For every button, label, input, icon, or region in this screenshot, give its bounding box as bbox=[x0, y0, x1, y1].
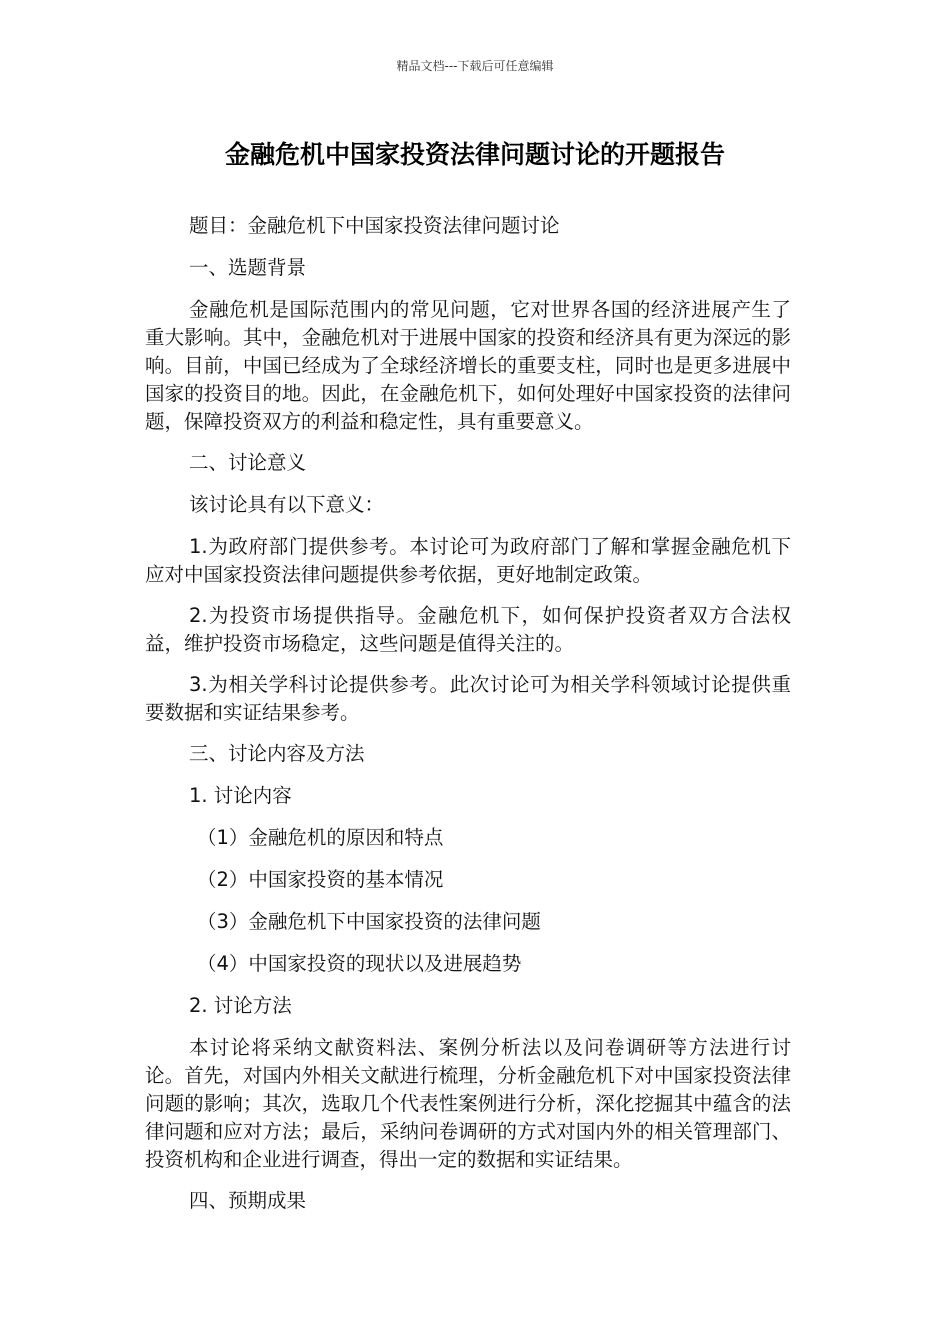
content-subheading: 1. 讨论内容 bbox=[189, 784, 292, 807]
method-subheading: 2. 讨论方法 bbox=[189, 994, 292, 1017]
content-item: （3）金融危机下中国家投资的法律问题 bbox=[197, 910, 541, 933]
section-heading-content-methods: 三、讨论内容及方法 bbox=[189, 742, 365, 765]
content-item: （1）金融危机的原因和特点 bbox=[197, 826, 444, 849]
section-heading-expected-results: 四、预期成果 bbox=[189, 1189, 307, 1212]
significance-item: 3.为相关学科讨论提供参考。此次讨论可为相关学科领域讨论提供重要数据和实证结果参考。 bbox=[145, 673, 791, 724]
significance-intro: 该讨论具有以下意义： bbox=[189, 493, 385, 516]
significance-item: 2.为投资市场提供指导。金融危机下，如何保护投资者双方合法权益，维护投资市场稳定，这些问题是值得关注的。 bbox=[145, 604, 791, 655]
significance-item: 1.为政府部门提供参考。本讨论可为政府部门了解和掌握金融危机下应对中国家投资法律问题提供参考依据，更好地制定政策。 bbox=[145, 535, 791, 586]
document-title: 金融危机中国家投资法律问题讨论的开题报告 bbox=[224, 140, 725, 169]
section-heading-background: 一、选题背景 bbox=[189, 256, 307, 279]
page-header: 精品文档---下载后可任意编辑 bbox=[396, 59, 554, 73]
content-item: （4）中国家投资的现状以及进展趋势 bbox=[197, 952, 522, 975]
topic-line: 题目：金融危机下中国家投资法律问题讨论 bbox=[189, 214, 560, 237]
document-body bbox=[145, 212, 791, 1229]
background-paragraph: 金融危机是国际范围内的常见问题，它对世界各国的经济进展产生了重大影响。其中，金融危机对于进展中国家的投资和经济具有更为深远的影响。目前，中国已经成为了全球经济增长的重要支柱，同时也是更多进展中国家的投资目的地。因此，在金融危机下，如何处理好中国家投资的法律问题，保障投资双方的利益和稳定性，具有重要意义。 bbox=[145, 298, 791, 433]
content-item: （2）中国家投资的基本情况 bbox=[197, 868, 444, 891]
section-heading-significance: 二、讨论意义 bbox=[189, 451, 307, 474]
method-paragraph: 本讨论将采纳文献资料法、案例分析法以及问卷调研等方法进行讨论。首先，对国内外相关文献进行梳理，分析金融危机下对中国家投资法律问题的影响；其次，选取几个代表性案例进行分析，深化挖掘其中蕴含的法律问题和应对方法；最后，采纳问卷调研的方式对国内外的相关管理部门、投资机构和企业进行调查，得出一定的数据和实证结果。 bbox=[145, 1036, 791, 1171]
